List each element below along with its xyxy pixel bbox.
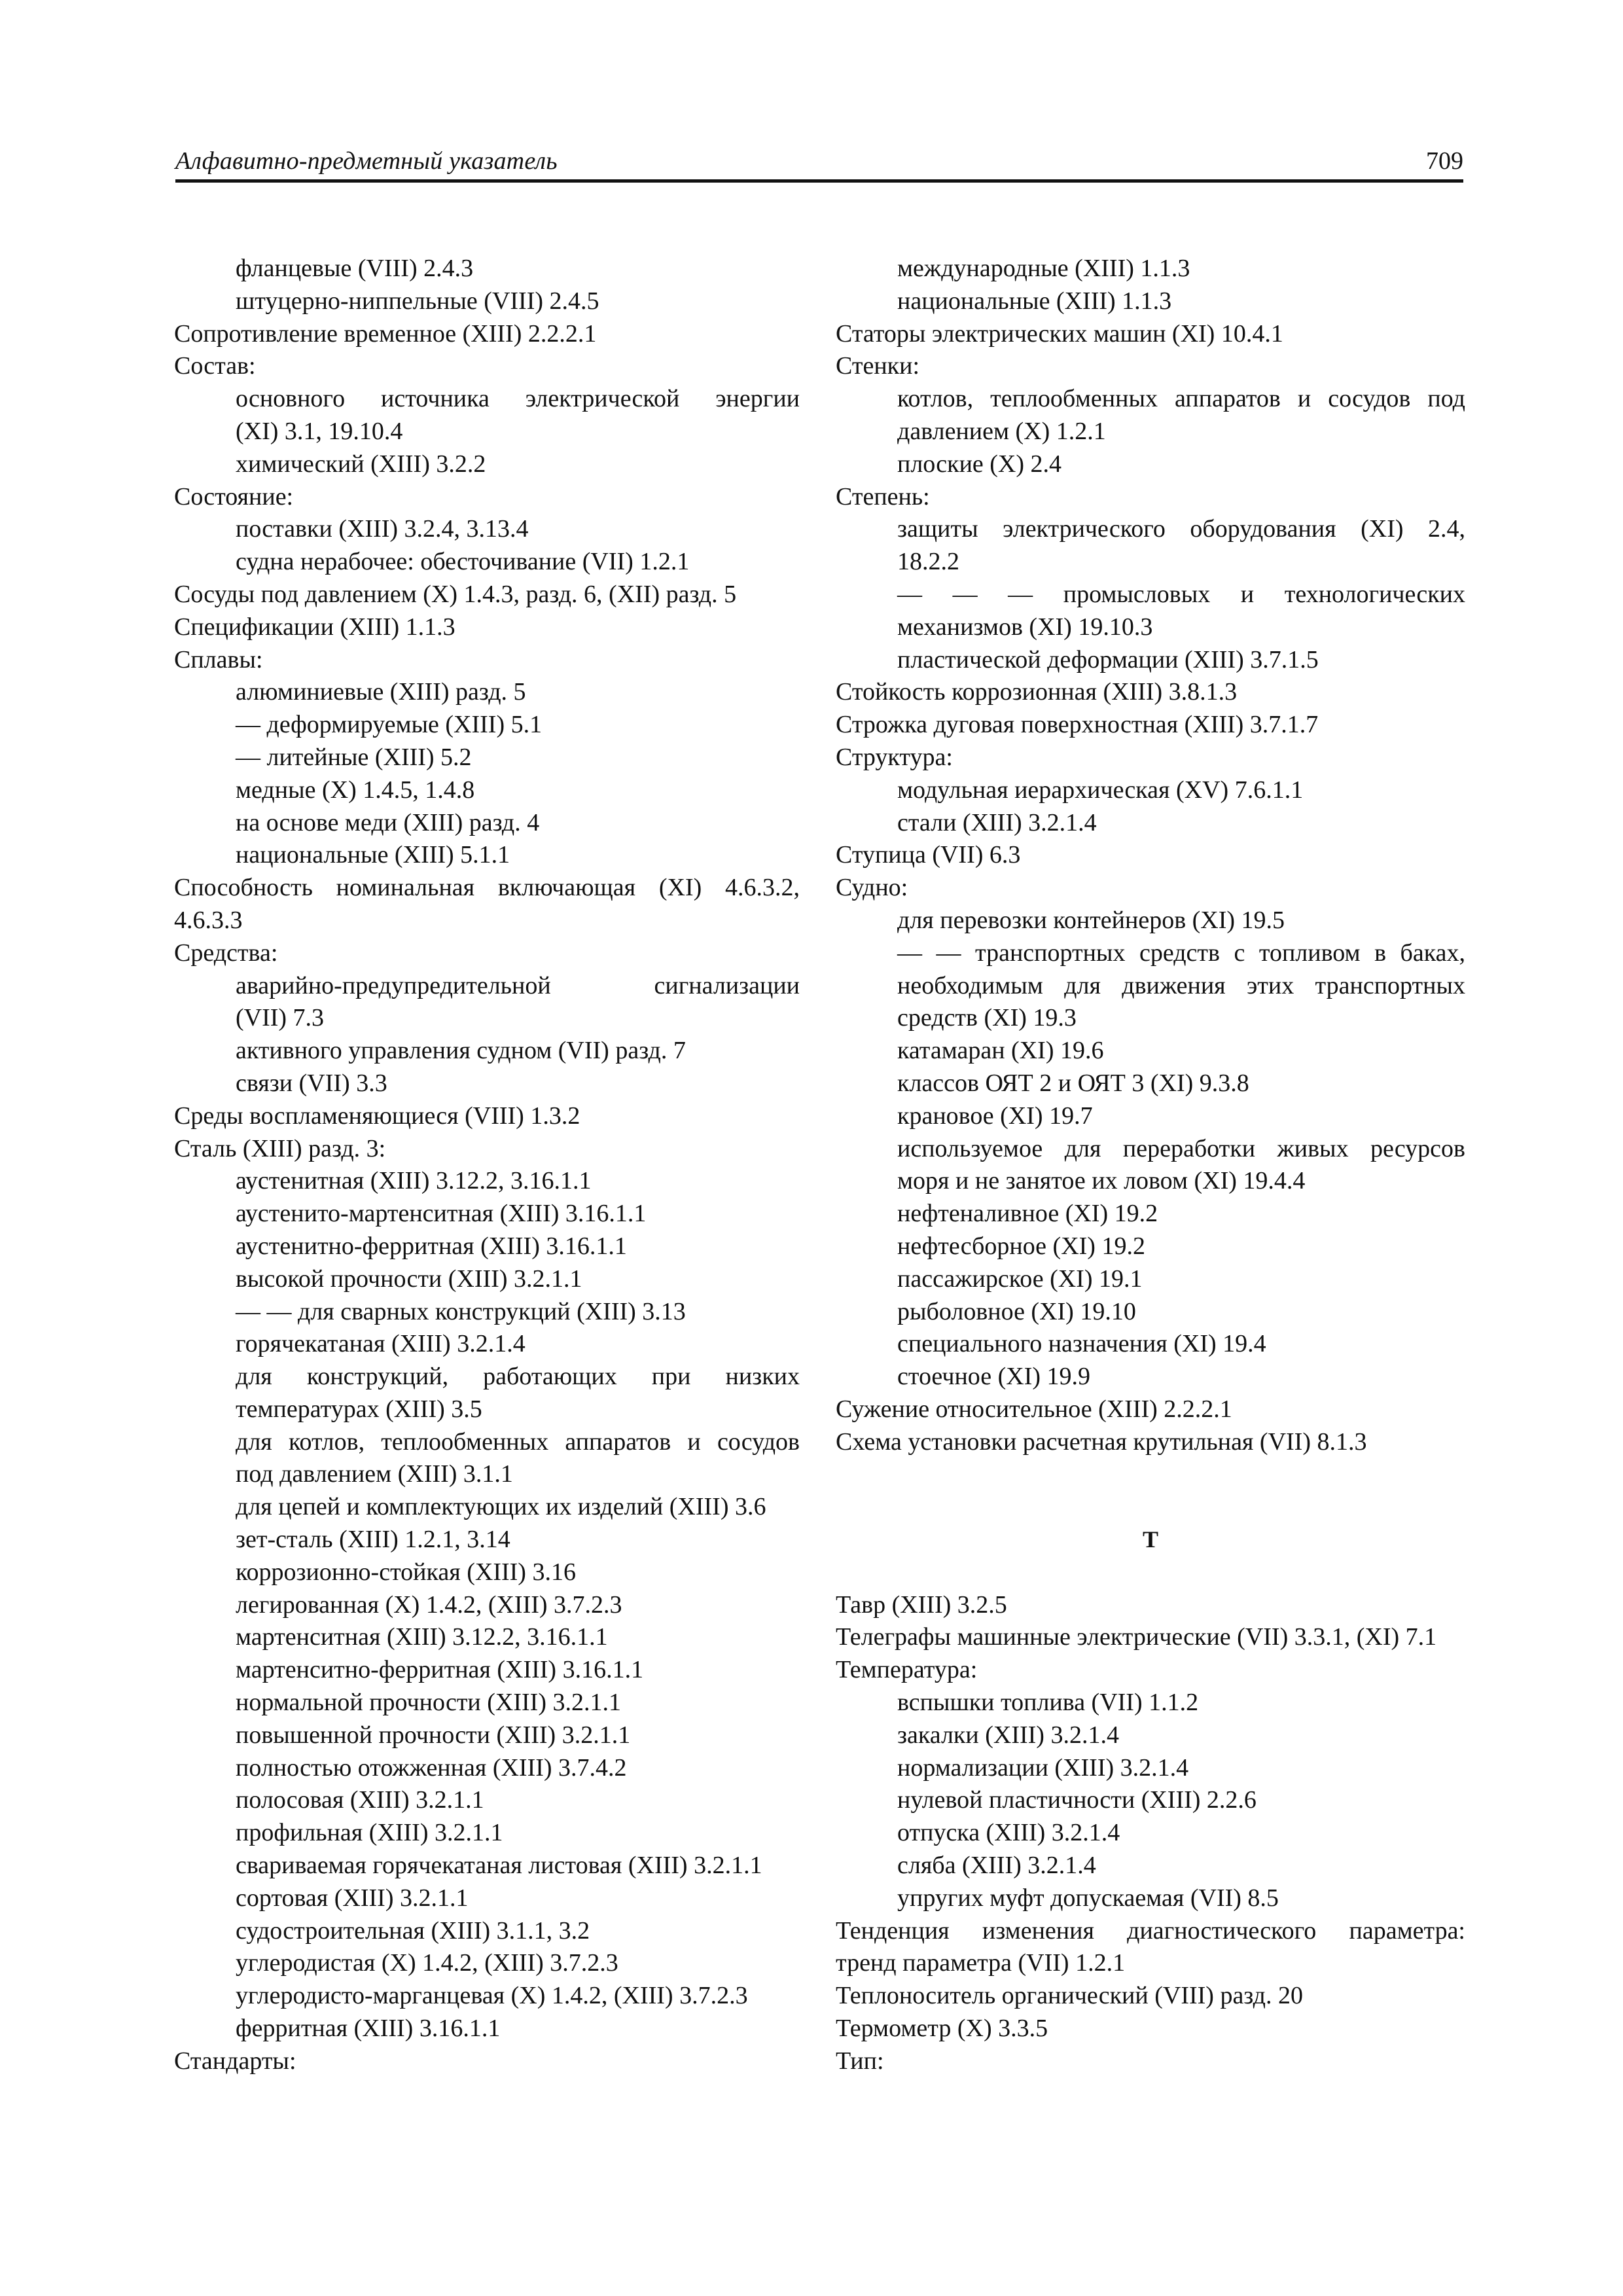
index-entry: Телеграфы машинные электрические (VII) 3.3.1, (XI) 7.1 [836, 1623, 1437, 1651]
index-subentry: химический (XIII) 3.2.2 [236, 450, 486, 478]
index-subentry: под давлением (XIII) 3.1.1 [236, 1460, 513, 1488]
index-subentry: для цепей и комплектующих их изделий (XIII) 3.6 [236, 1493, 766, 1521]
index-entry: Термометр (X) 3.3.5 [836, 2015, 1048, 2043]
index-entry: Средства: [174, 939, 278, 967]
spacer [836, 1458, 1465, 1491]
index-subentry: вспышки топлива (VII) 1.1.2 [897, 1689, 1199, 1717]
index-entry: 4.6.3.3 [174, 906, 243, 934]
index-subentry: судна нерабочее: обесточивание (VII) 1.2.1 [236, 548, 690, 576]
index-subentry: углеродистая (X) 1.4.2, (XIII) 3.7.2.3 [236, 1949, 618, 1977]
index-subentry: поставки (XIII) 3.2.4, 3.13.4 [236, 515, 529, 543]
index-entry: Среды воспламеняющиеся (VIII) 1.3.2 [174, 1102, 580, 1130]
index-entry: Ступица (VII) 6.3 [836, 841, 1021, 869]
index-subentry: закалки (XIII) 3.2.1.4 [897, 1721, 1119, 1749]
index-subentry: стоечное (XI) 19.9 [897, 1363, 1091, 1391]
index-subentry: основного источника электрической энергии [236, 385, 800, 413]
index-subentry: штуцерно-ниппельные (VIII) 2.4.5 [236, 287, 599, 315]
index-subentry: специального назначения (XI) 19.4 [897, 1330, 1266, 1358]
index-subentry: национальные (XIII) 5.1.1 [236, 841, 510, 869]
index-subentry: классов ОЯТ 2 и ОЯТ 3 (XI) 9.3.8 [897, 1069, 1249, 1097]
index-subentry: нулевой пластичности (XIII) 2.2.6 [897, 1786, 1257, 1814]
index-subentry: аустенитная (XIII) 3.12.2, 3.16.1.1 [236, 1167, 592, 1195]
index-subentry: для котлов, теплообменных аппаратов и сосудов [236, 1427, 800, 1456]
index-subentry: мартенситно-ферритная (XIII) 3.16.1.1 [236, 1656, 644, 1684]
index-subentry: сортовая (XIII) 3.2.1.1 [236, 1884, 469, 1912]
index-subentry: — деформируемые (XIII) 5.1 [236, 711, 543, 739]
index-subentry: полосовая (XIII) 3.2.1.1 [236, 1786, 484, 1814]
index-entry: Сопротивление временное (XIII) 2.2.2.1 [174, 319, 597, 348]
index-subentry: давлением (X) 1.2.1 [897, 417, 1106, 445]
index-subentry: нефтесборное (XI) 19.2 [897, 1232, 1145, 1260]
page-header [175, 137, 1463, 183]
index-column-left [174, 253, 800, 2078]
index-entry: Состав: [174, 352, 256, 380]
index-subentry: аустенитно-ферритная (XIII) 3.16.1.1 [236, 1232, 627, 1260]
index-subentry: пластической деформации (XIII) 3.7.1.5 [897, 645, 1319, 673]
section-letter: Т [1142, 1526, 1158, 1553]
index-subentry: для конструкций, работающих при низких [236, 1363, 800, 1391]
index-subentry: профильная (XIII) 3.2.1.1 [236, 1819, 503, 1847]
index-subentry: полностью отожженная (XIII) 3.7.4.2 [236, 1753, 627, 1782]
index-subentry: механизмов (XI) 19.10.3 [897, 613, 1153, 641]
index-entry: Статоры электрических машин (XI) 10.4.1 [836, 319, 1283, 348]
index-subentry: температурах (XIII) 3.5 [236, 1395, 482, 1423]
index-entry: Тавр (XIII) 3.2.5 [836, 1590, 1007, 1619]
index-subentry: аварийно-предупредительной сигнализации [236, 971, 800, 999]
index-entry: Сужение относительное (XIII) 2.2.2.1 [836, 1395, 1232, 1423]
index-entry: Температура: [836, 1656, 978, 1684]
index-subentry: используемое для переработки живых ресурсов [897, 1134, 1465, 1162]
index-subentry: котлов, теплообменных аппаратов и сосудов под [897, 385, 1465, 413]
index-entry: Судно: [836, 874, 908, 902]
index-subentry: повышенной прочности (XIII) 3.2.1.1 [236, 1721, 631, 1749]
index-entry: тренд параметра (VII) 1.2.1 [836, 1949, 1126, 1977]
index-entry: Теплоноситель органический (VIII) разд. 20 [836, 1982, 1303, 2010]
index-entry: Сосуды под давлением (X) 1.4.3, разд. 6, (XII) разд. 5 [174, 580, 737, 608]
index-subentry: (VII) 7.3 [236, 1004, 325, 1032]
index-subentry: плоские (X) 2.4 [897, 450, 1062, 478]
index-subentry: сляба (XIII) 3.2.1.4 [897, 1852, 1096, 1880]
index-entry: Структура: [836, 743, 953, 771]
index-entry: Сталь (XIII) разд. 3: [174, 1134, 386, 1162]
index-entry: Стойкость коррозионная (XIII) 3.8.1.3 [836, 678, 1238, 706]
index-subentry: ферритная (XIII) 3.16.1.1 [236, 2015, 501, 2043]
index-subentry: — — для сварных конструкций (XIII) 3.13 [236, 1297, 686, 1325]
index-subentry: медные (X) 1.4.5, 1.4.8 [236, 776, 475, 804]
spacer [836, 1491, 1465, 1524]
index-subentry: — — — промысловых и технологических [897, 580, 1465, 608]
index-subentry: углеродисто-марганцевая (X) 1.4.2, (XIII) 3.7.2.3 [236, 1982, 748, 2010]
index-subentry: на основе меди (XIII) разд. 4 [236, 808, 540, 836]
index-entry: Тип: [836, 2047, 884, 2075]
index-entry: Строжка дуговая поверхностная (XIII) 3.7.1.7 [836, 711, 1319, 739]
running-title: Алфавитно-предметный указатель [175, 147, 558, 175]
index-subentry: стали (XIII) 3.2.1.4 [897, 808, 1097, 836]
index-entry: Состояние: [174, 482, 294, 511]
index-subentry: упругих муфт допускаемая (VII) 8.5 [897, 1884, 1279, 1912]
index-subentry: активного управления судном (VII) разд. 7 [236, 1037, 686, 1065]
index-entry: Стенки: [836, 352, 920, 380]
index-subentry: (XI) 3.1, 19.10.4 [236, 417, 403, 445]
index-subentry: горячекатаная (XIII) 3.2.1.4 [236, 1330, 526, 1358]
index-subentry: нормализации (XIII) 3.2.1.4 [897, 1753, 1189, 1782]
index-subentry: нормальной прочности (XIII) 3.2.1.1 [236, 1689, 621, 1717]
index-entry: Схема установки расчетная крутильная (VII) 8.1.3 [836, 1427, 1367, 1456]
index-entry: Спецификации (XIII) 1.1.3 [174, 613, 455, 641]
index-subentry: национальные (XIII) 1.1.3 [897, 287, 1172, 315]
index-entry: Способность номинальная включающая (XI) 4.6.3.2, [174, 874, 800, 902]
index-subentry: — литейные (XIII) 5.2 [236, 743, 472, 771]
index-subentry: легированная (X) 1.4.2, (XIII) 3.7.2.3 [236, 1590, 622, 1619]
index-subentry: судостроительная (XIII) 3.1.1, 3.2 [236, 1916, 590, 1945]
index-entry: Стандарты: [174, 2047, 296, 2075]
index-subentry: модульная иерархическая (XV) 7.6.1.1 [897, 776, 1304, 804]
index-entry: Сплавы: [174, 645, 263, 673]
index-subentry: международные (XIII) 1.1.3 [897, 255, 1190, 282]
index-column-right [836, 253, 1465, 2078]
index-subentry: нефтеналивное (XI) 19.2 [897, 1200, 1158, 1228]
index-subentry: высокой прочности (XIII) 3.2.1.1 [236, 1265, 582, 1293]
index-subentry: фланцевые (VIII) 2.4.3 [236, 255, 474, 282]
index-subentry: отпуска (XIII) 3.2.1.4 [897, 1819, 1120, 1847]
index-subentry: необходимым для движения этих транспортных [897, 971, 1465, 999]
index-subentry: зет-сталь (XIII) 1.2.1, 3.14 [236, 1526, 510, 1554]
index-subentry: алюминиевые (XIII) разд. 5 [236, 678, 526, 706]
index-subentry: пассажирское (XI) 19.1 [897, 1265, 1143, 1293]
index-subentry: катамаран (XI) 19.6 [897, 1037, 1104, 1065]
spacer [836, 1556, 1465, 1589]
index-subentry: средств (XI) 19.3 [897, 1004, 1077, 1032]
index-entry: Степень: [836, 482, 930, 511]
index-subentry: моря и не занятое их ловом (XI) 19.4.4 [897, 1167, 1306, 1195]
index-subentry: рыболовное (XI) 19.10 [897, 1297, 1136, 1325]
page-number: 709 [1426, 147, 1463, 175]
index-subentry: — — транспортных средств с топливом в баках, [897, 939, 1465, 967]
index-subentry: мартенситная (XIII) 3.12.2, 3.16.1.1 [236, 1623, 608, 1651]
index-subentry: связи (VII) 3.3 [236, 1069, 387, 1097]
index-subentry: защиты электрического оборудования (XI) 2.4, [897, 515, 1465, 543]
index-entry: Тенденция изменения диагностического параметра: [836, 1916, 1465, 1945]
index-subentry: аустенито-мартенситная (XIII) 3.16.1.1 [236, 1200, 647, 1228]
index-subentry: коррозионно-стойкая (XIII) 3.16 [236, 1558, 576, 1586]
index-subentry: 18.2.2 [897, 548, 959, 576]
index-subentry: свариваемая горячекатаная листовая (XIII) 3.2.1.1 [236, 1852, 762, 1880]
index-subentry: для перевозки контейнеров (XI) 19.5 [897, 906, 1285, 934]
index-subentry: крановое (XI) 19.7 [897, 1102, 1093, 1130]
